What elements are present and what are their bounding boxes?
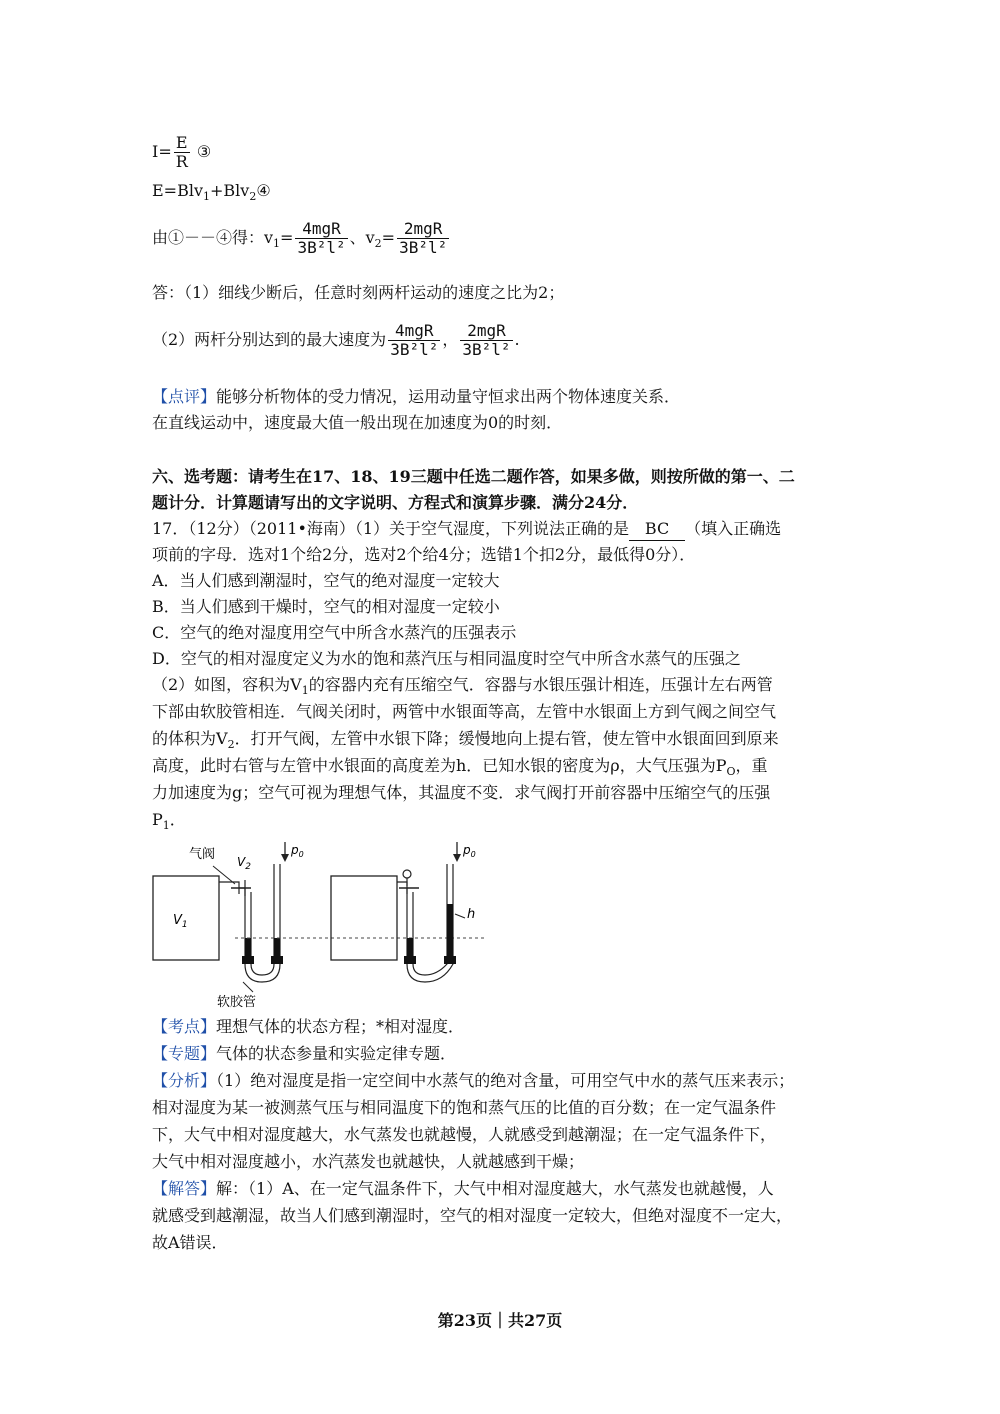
eq4-pre: E=Blv — [152, 181, 203, 200]
q17-part2-line-2: 下部由软胶管相连．气阀关闭时，两管中水银面等高，左管中水银面上方到气阀之间空气 — [152, 702, 777, 721]
manometer-figure — [145, 836, 495, 1012]
eq3-lhs: I= — [152, 142, 172, 161]
answer2-sep: ， — [442, 330, 459, 349]
eq3-fraction — [174, 134, 190, 171]
p0-arrowhead-right — [453, 854, 461, 862]
hose-pointer — [243, 982, 253, 992]
answer2-fraction-1 — [388, 322, 440, 359]
option-a: A．当人们感到潮湿时，空气的绝对湿度一定较大 — [152, 571, 500, 590]
page-footer: 第23页｜共27页 — [437, 1311, 563, 1330]
eq4-mark: ④ — [256, 181, 271, 200]
fenxi-l1: （1）绝对湿度是指一定空间中水蒸气的绝对含量，可用空气中水的蒸气压来表示； — [216, 1071, 795, 1090]
p2-l3-sub: 2 — [227, 738, 235, 752]
fenxi-tag: 【分析】 — [152, 1071, 217, 1090]
jieda-tag: 【解答】 — [152, 1179, 217, 1198]
eq4-mid: +Blv — [210, 181, 250, 200]
valve-label: 气阀 — [189, 847, 216, 862]
v1-label: $V_1$ — [173, 913, 188, 930]
answer2-f2-denominator: 3B²l² — [462, 340, 511, 359]
container-left — [153, 876, 219, 960]
zhuanti-tag: 【专题】 — [152, 1044, 217, 1063]
p2-l3-post: ．打开气阀，左管中水银下降；缓慢地向上提右管，使左管中水银面回到原来 — [234, 729, 779, 748]
jieda-line-2: 就感受到越潮湿，故当人们感到潮湿时，空气的相对湿度一定较大，但绝对湿度不一定大， — [152, 1206, 793, 1225]
v1-numerator: 4mgR — [295, 220, 347, 239]
v1-fraction — [295, 220, 347, 257]
p0-arrowhead-left — [281, 854, 289, 862]
kaodian-tag: 【考点】 — [152, 1017, 217, 1036]
derive-sep: 、v — [349, 228, 375, 247]
q17-line-1 — [152, 518, 781, 541]
p2-l6-sub: 1 — [162, 819, 170, 833]
p2-l1-post: 的容器内充有压缩空气．容器与水银压强计相连，压强计左右两管 — [308, 675, 773, 694]
derive-eq2: = — [381, 228, 396, 247]
p0-label-left: $p_0$ — [291, 843, 304, 859]
q17-part2-line-6 — [152, 809, 186, 837]
p2-l4-post: ，重 — [735, 756, 768, 775]
hose-joint-left-b — [271, 956, 283, 964]
eq4-sub2: 2 — [249, 190, 257, 204]
fenxi-line-4: 大气中相对湿度越小，水汽蒸发也就越快，人就越感到干燥； — [152, 1152, 585, 1171]
q17-answer: BC — [629, 518, 685, 541]
mercury-right-b — [447, 904, 453, 964]
q17-part2-line-1 — [152, 674, 773, 702]
hose-joint-right-b — [444, 956, 456, 964]
comment-tag: 【点评】 — [152, 387, 217, 406]
container-right — [331, 876, 397, 960]
zhuanti-line — [152, 1043, 456, 1065]
zhuanti-text: 气体的状态参量和实验定律专题． — [216, 1044, 457, 1063]
q17-line-2: 项前的字母．选对1个给2分，选对2个给4分；选错1个扣2分，最低得0分）． — [152, 545, 696, 564]
p2-l1-sub: 1 — [301, 684, 309, 698]
answer2-f1-numerator: 4mgR — [388, 322, 440, 341]
q17-part2-line-5: 力加速度为g；空气可视为理想气体，其温度不变．求气阀打开前容器中压缩空气的压强 — [152, 783, 771, 802]
hose-joint-right-a — [404, 956, 416, 964]
v1-denominator: 3B²l² — [297, 238, 346, 257]
eq3-denominator: R — [175, 152, 188, 171]
h-pointer — [455, 914, 465, 918]
derive-eq1: = — [280, 228, 294, 247]
u-tube-left-outer — [245, 864, 280, 982]
v2-label: $V_2$ — [237, 855, 251, 872]
comment-text: 能够分析物体的受力情况，运用动量守恒求出两个物体速度关系． — [216, 387, 681, 406]
p2-l6-post: ． — [169, 810, 186, 829]
v2-fraction — [397, 220, 449, 257]
jieda-line-3: 故A错误． — [152, 1233, 228, 1252]
derive-sub1: 1 — [273, 237, 281, 251]
answer2-end: . — [514, 330, 520, 349]
answer2-fraction-2 — [460, 322, 512, 359]
answer2-f1-denominator: 3B²l² — [390, 340, 439, 359]
v2-numerator: 2mgR — [397, 220, 449, 239]
p2-l1-pre: （2）如图，容积为V — [152, 675, 302, 694]
fenxi-line-3: 下，大气中相对湿度越大，水气蒸发也就越慢，人就感受到越潮湿；在一定气温条件下， — [152, 1125, 777, 1144]
derivation-line — [152, 220, 451, 257]
answer-2 — [152, 322, 520, 359]
section-heading-2: 题计分．计算题请写出的文字说明、方程式和演算步骤．满分24分． — [152, 493, 639, 512]
valve-pointer — [213, 866, 235, 884]
h-label: h — [467, 907, 476, 922]
p2-l4-sub: O — [726, 765, 736, 779]
u-tube-left-inner — [251, 864, 274, 975]
option-c: C．空气的绝对湿度用空气中所含水蒸汽的压强表示 — [152, 623, 517, 642]
q17-l1-post: （填入正确选 — [685, 519, 782, 538]
jieda-l1: 解：（1）A、在一定气温条件下，大气中相对湿度越大，水气蒸发也就越慢，人 — [216, 1179, 774, 1198]
valve-knob-right — [403, 870, 411, 878]
comment-line-2: 在直线运动中，速度最大值一般出现在加速度为0的时刻． — [152, 413, 563, 432]
p2-l3-pre: 的体积为V — [152, 729, 228, 748]
option-b: B．当人们感到干燥时，空气的相对湿度一定较小 — [152, 597, 500, 616]
fenxi-line-1 — [152, 1070, 794, 1092]
section-heading-1: 六、选考题：请考生在17、18、19三题中任选二题作答，如果多做，则按所做的第一、二 — [152, 467, 795, 486]
kaodian-text: 理想气体的状态方程；*相对湿度． — [216, 1017, 465, 1036]
equation-4 — [152, 180, 271, 208]
u-tube-right-inner — [413, 864, 447, 975]
equation-3 — [152, 134, 211, 171]
option-d: D．空气的相对湿度定义为水的饱和蒸汽压与相同温度时空气中所含水蒸气的压强之 — [152, 649, 741, 668]
p2-l6: P — [152, 810, 163, 829]
q17-l1-pre: 17．（12分）（2011•海南）（1）关于空气湿度，下列说法正确的是 — [152, 519, 630, 538]
v2-denominator: 3B²l² — [399, 238, 448, 257]
answer2-prefix: （2）两杆分别达到的最大速度为 — [152, 330, 387, 349]
answer2-f2-numerator: 2mgR — [460, 322, 512, 341]
kaodian-line — [152, 1016, 464, 1038]
p0-label-right: $p_0$ — [463, 843, 476, 859]
hose-joint-left-a — [242, 956, 254, 964]
eq4-sub1: 1 — [203, 190, 210, 204]
p2-l4: 高度，此时右管与左管中水银面的高度差为h．已知水银的密度为ρ，大气压强为P — [152, 756, 727, 775]
fenxi-line-2: 相对湿度为某一被测蒸气压与相同温度下的饱和蒸气压的比值的百分数；在一定气温条件 — [152, 1098, 777, 1117]
eq3-mark: ③ — [196, 142, 212, 161]
jieda-line-1 — [152, 1178, 774, 1200]
hose-label: 软胶管 — [217, 995, 257, 1010]
answer-1: 答：（1）细线少断后，任意时刻两杆运动的速度之比为2； — [152, 283, 565, 302]
q17-part2-line-4 — [152, 755, 768, 783]
comment-line-1 — [152, 386, 680, 408]
eq3-numerator: E — [174, 134, 190, 153]
derive-sub2: 2 — [374, 237, 382, 251]
q17-part2-line-3 — [152, 728, 779, 756]
derive-prefix: 由①－－④得：v — [152, 228, 274, 247]
